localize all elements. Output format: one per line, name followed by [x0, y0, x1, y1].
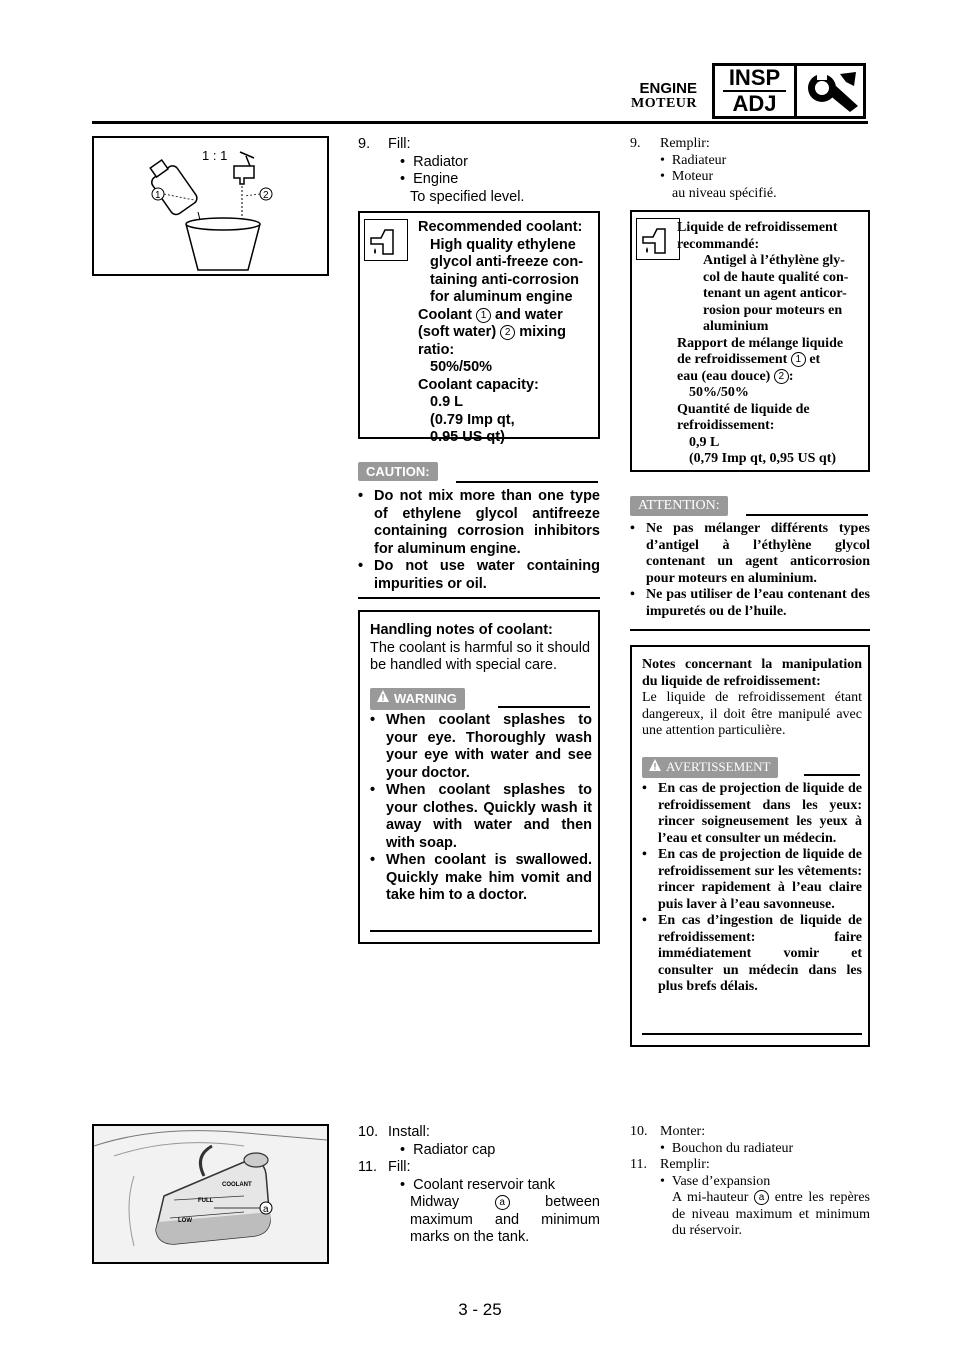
tank-label-a: a: [263, 1204, 269, 1215]
en-caution-item: • Do not mix more than one type of ethylene glycol antifreeze containing corrosion inhibitors for aluminum engine.: [358, 488, 600, 558]
fr-caution-item: • Ne pas mélanger différents types d’antigel à l’éthylène glycol contenant un agent anticorrosion pour moteurs en aluminium.: [630, 521, 870, 587]
fr-step11-b1: Vase d’expansion: [671, 1173, 771, 1189]
coolant-spec-icon: [364, 219, 408, 261]
fr-spec-line: de refroidissement 1 et: [677, 352, 821, 367]
fr-spec-line: Rapport de mélange liquide: [677, 335, 844, 351]
en-step10-b1: Radiator cap: [413, 1141, 496, 1158]
fr-step11-num: 11.: [630, 1157, 647, 1172]
en-warning-tag: [370, 688, 465, 710]
en-warning-list: [370, 712, 592, 905]
en-handling-title: Handling notes of coolant:: [370, 622, 553, 638]
en-spec-line: Coolant 1 and water: [418, 306, 563, 323]
fr-spec-line: Liquide de refroidissement: [677, 220, 838, 235]
fr-step11-sub: A mi-hauteur a entre les repères de niveau maximum et minimum du réservoir.: [672, 1190, 870, 1238]
figure-ratio-label: 1 : 1: [202, 148, 228, 163]
fr-warning-list: [642, 781, 862, 996]
fr-spec-line: col de haute qualité con-: [703, 269, 849, 285]
fr-spec-line: recommandé:: [677, 236, 760, 252]
en-caution-list: [358, 488, 600, 593]
en-spec-line: for aluminum engine: [430, 289, 573, 305]
coolant-spec-icon: [636, 218, 680, 260]
en-spec-line: 0.95 US qt): [430, 429, 505, 445]
en-step11-sub: Midway a between maximum and minimum marks on the tank.: [410, 1194, 600, 1245]
fr-steps-10-11: 10. Monter: • Bouchon du radiateur 11. Remplir: • Vase d’expansion A mi-hauteur a entre les repères de niveau maximum et minimum du réservoir.: [630, 1124, 870, 1238]
page-number: 3 - 25: [458, 1300, 502, 1319]
fr-spec-line: eau (eau douce) 2 :: [677, 368, 794, 384]
fr-caution-rule: [630, 629, 870, 631]
fr-warning-item: • En cas d’ingestion de liquide de refroidissement: faire immédiatement vomir et consulter un médecin dans les plus brefs délais.: [642, 913, 862, 996]
en-warning-item: • When coolant is swallowed. Quickly make him vomit and take him to a doctor.: [370, 852, 592, 905]
fr-step9-b2: Moteur: [671, 169, 714, 184]
en-warning-line: [498, 706, 590, 708]
warning-triangle-icon: [376, 689, 390, 708]
en-step11-title: Fill:: [388, 1159, 411, 1175]
tank-full-label: FULL: [198, 1198, 214, 1204]
en-spec-line: ratio:: [418, 341, 455, 358]
fr-step9-title: Remplir:: [660, 136, 710, 151]
fr-spec-line: tenant un agent anticor-: [703, 286, 847, 301]
en-step11-num: 11.: [358, 1159, 378, 1175]
tank-coolant-label: COOLANT: [222, 1182, 252, 1188]
fr-step9-sub: au niveau spécifié.: [672, 185, 777, 201]
fr-handling-box: [630, 645, 870, 1047]
en-warning-item: • When coolant splashes to your clothes. Quickly wash it away with water and then with soap.: [370, 782, 592, 852]
en-handling-body: The coolant is harmful so it should be handled with special care.: [370, 639, 591, 673]
en-step9-title: Fill:: [388, 136, 411, 152]
fr-step9-num: 9.: [630, 136, 641, 151]
figure-label-2: 2: [263, 190, 269, 201]
en-warning-item: • When coolant splashes to your eye. Thoroughly wash your eye with water and see your doctor.: [370, 712, 592, 782]
fr-spec-line: Quantité de liquide de: [677, 401, 810, 417]
fr-warning-tag: [642, 757, 778, 778]
insp-adj-badge: [712, 63, 866, 119]
en-spec-line: High quality ethylene: [430, 236, 576, 253]
en-step11-b1: Coolant reservoir tank: [413, 1176, 555, 1193]
fr-spec-line: aluminium: [703, 319, 769, 334]
en-spec-line: (soft water) 2 mixing: [418, 324, 566, 340]
en-warning-label: WARNING: [394, 691, 457, 706]
en-step10-title: Install:: [388, 1124, 430, 1140]
fr-spec-box: [630, 210, 870, 472]
header-rule: [92, 121, 868, 124]
fr-spec-line: Antigel à l’éthylène gly-: [703, 253, 845, 268]
en-spec-line: 0.9 L: [430, 394, 464, 410]
fr-step11-title: Remplir:: [660, 1157, 710, 1172]
en-caution-line: [456, 481, 598, 483]
figure-label-1: 1: [155, 190, 161, 201]
fr-warning-line: [804, 774, 860, 776]
fr-step10-b1: Bouchon du radiateur: [671, 1140, 794, 1156]
wrench-icon: [797, 66, 863, 116]
coolant-mix-figure: [92, 136, 329, 276]
en-handling-box: [358, 610, 600, 944]
en-warning-rule: [370, 930, 592, 932]
fr-spec-line: (0,79 Imp qt, 0,95 US qt): [689, 451, 837, 466]
en-steps-10-11: 10. Install: • Radiator cap 11. Fill: • Coolant reservoir tank Midway a between maximum and minimum marks on the tank.: [358, 1124, 600, 1245]
fr-spec-line: 50%/50%: [689, 385, 749, 400]
en-spec-line: Recommended coolant:: [418, 219, 583, 235]
en-step9-sub: To specified level.: [410, 188, 525, 205]
warning-triangle-icon: [648, 758, 662, 777]
tank-low-label: LOW: [178, 1218, 192, 1224]
fr-step10-num: 10.: [630, 1124, 648, 1139]
fr-warning-label: AVERTISSEMENT: [666, 759, 771, 774]
en-spec-line: taining anti-corrosion: [430, 271, 580, 288]
fr-spec-line: 0,9 L: [689, 434, 720, 450]
en-spec-line: glycol anti-freeze con-: [430, 254, 584, 270]
en-caution-tag: CAUTION:: [358, 462, 438, 481]
en-step9-b2: Engine: [413, 171, 459, 187]
fr-handling-title: Notes concernant la manipulation du liquide de refroidissement:: [642, 657, 862, 689]
fr-step9: 9. Remplir: • Radiateur • Moteur au niveau spécifié.: [630, 136, 870, 202]
en-step9: 9. Fill: • Radiator • Engine To specified level.: [358, 136, 600, 206]
fr-caution-tag: ATTENTION:: [630, 496, 728, 516]
reservoir-tank-figure: [92, 1124, 329, 1264]
fr-warning-item: • En cas de projection de liquide de refroidissement sur les vêtements: rincer rapidement à l’eau claire puis laver à l’eau savonneuse.: [642, 847, 862, 913]
section-title-en: ENGINE: [639, 80, 697, 97]
en-spec-line: 50%/50%: [430, 359, 493, 375]
section-title-fr: MOTEUR: [631, 96, 697, 111]
fr-spec-line: rosion pour moteurs en: [703, 302, 843, 318]
badge-adj-label: ADJ: [732, 91, 777, 116]
en-caution-item: • Do not use water containing impurities or oil.: [358, 558, 600, 593]
en-spec-line: (0.79 Imp qt,: [430, 411, 515, 428]
fr-step9-b1: Radiateur: [671, 152, 727, 168]
fr-caution-line: [746, 514, 868, 516]
fr-warning-item: • En cas de projection de liquide de refroidissement dans les yeux: rincer soigneusement les yeux à l’eau et consulter un médecin.: [642, 781, 862, 847]
en-step9-num: 9.: [358, 136, 371, 152]
badge-insp-label: INSP: [723, 67, 786, 92]
fr-warning-rule: [642, 1033, 862, 1035]
en-step9-b1: Radiator: [413, 153, 468, 170]
en-spec-box: [358, 211, 600, 445]
fr-caution-item: • Ne pas utiliser de l’eau contenant des impuretés ou de l’huile.: [630, 587, 870, 620]
fr-handling-body: Le liquide de refroidissement étant dangereux, il doit être manipulé avec une attention particulière.: [642, 690, 862, 738]
en-spec-line: Coolant capacity:: [418, 376, 539, 393]
fr-caution-list: [630, 521, 870, 620]
fr-step10-title: Monter:: [660, 1124, 706, 1139]
en-caution-rule: [358, 597, 600, 599]
en-step10-num: 10.: [358, 1124, 379, 1140]
fr-spec-line: refroidissement:: [677, 418, 775, 433]
